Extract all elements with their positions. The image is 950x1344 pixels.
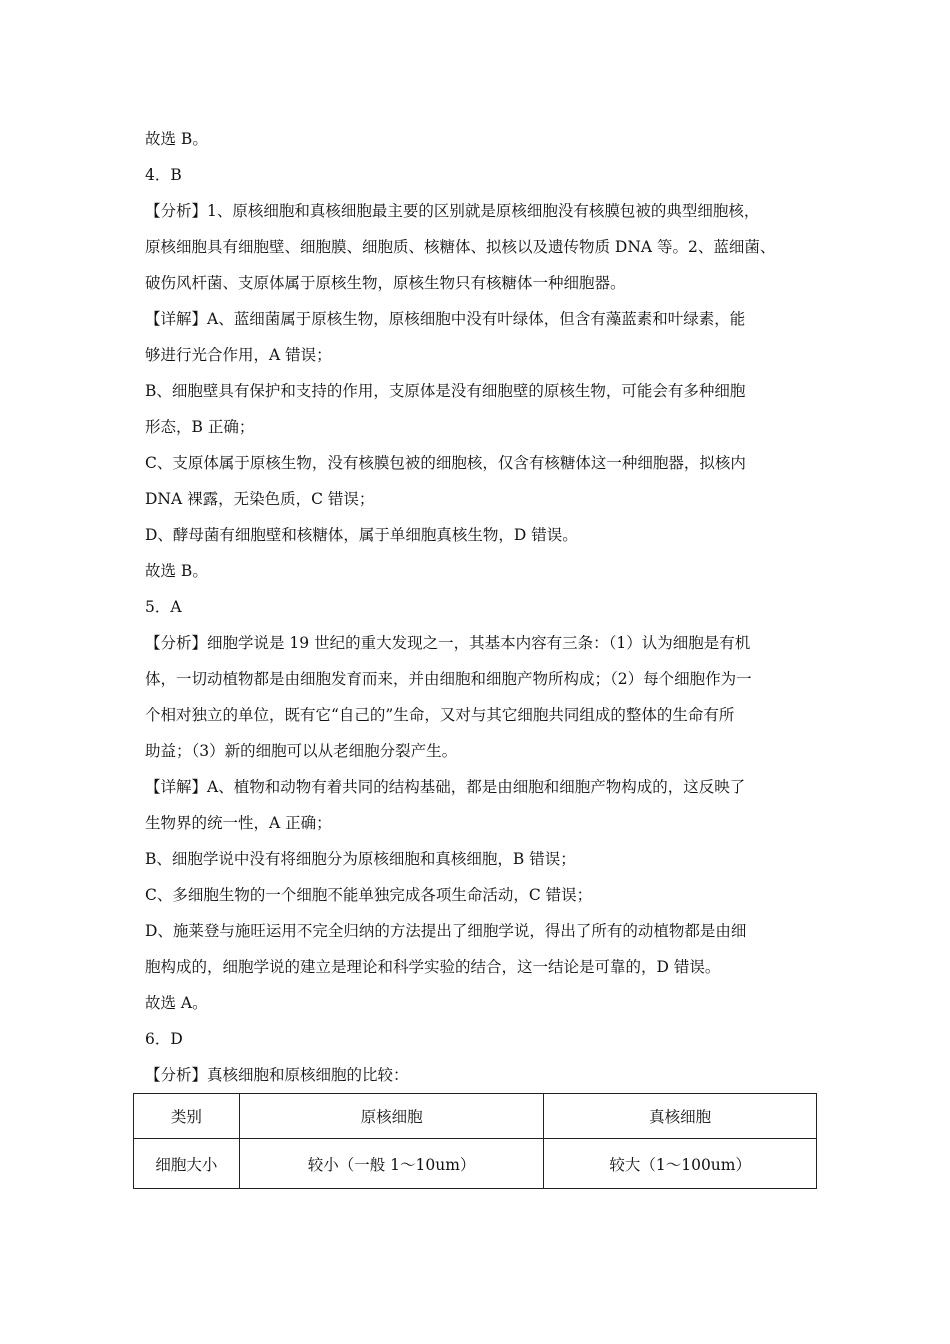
text-line: 【详解】A、植物和动物有着共同的结构基础，都是由细胞和细胞产物构成的，这反映了 <box>145 778 746 796</box>
text-line: 生物界的统一性，A 正确； <box>145 814 332 832</box>
document-body <box>145 125 810 1097</box>
text-line: 原核细胞具有细胞壁、细胞膜、细胞质、核糖体、拟核以及遗传物质 DNA 等。2、蓝细菌、 <box>145 238 776 256</box>
table-cell: 细胞大小 <box>134 1139 240 1189</box>
table-cell: 较小（一般 1～10um） <box>239 1139 544 1189</box>
table-header-cell: 真核细胞 <box>544 1094 817 1139</box>
text-line: 助益；（3）新的细胞可以从老细胞分裂产生。 <box>145 742 458 760</box>
table-header-cell: 类别 <box>134 1094 240 1139</box>
text-line: B、细胞壁具有保护和支持的作用，支原体是没有细胞壁的原核生物，可能会有多种细胞 <box>145 382 746 400</box>
text-line: C、多细胞生物的一个细胞不能单独完成各项生命活动，C 错误； <box>145 886 593 904</box>
text-line: 形态，B 正确； <box>145 418 255 436</box>
text-line: 够进行光合作用，A 错误； <box>145 346 332 364</box>
text-line: 体，一切动植物都是由细胞发育而来，并由细胞和细胞产物所构成；（2）每个细胞作为一 <box>145 670 752 688</box>
text-line: 破伤风杆菌、支原体属于原核生物，原核生物只有核糖体一种细胞器。 <box>145 274 626 292</box>
text-line: D、施莱登与施旺运用不完全归纳的方法提出了细胞学说，得出了所有的动植物都是由细 <box>145 922 747 940</box>
text-line: 故选 B。 <box>145 130 208 148</box>
text-line: 故选 B。 <box>145 562 208 580</box>
question-answer-heading: 6．D <box>145 1030 183 1048</box>
table-row <box>134 1139 817 1189</box>
question-answer-heading: 5．A <box>145 598 182 616</box>
table-header-row <box>134 1094 817 1139</box>
text-line: 胞构成的，细胞学说的建立是理论和科学实验的结合，这一结论是可靠的，D 错误。 <box>145 958 721 976</box>
text-line: 【分析】细胞学说是 19 世纪的重大发现之一，其基本内容有三条：（1）认为细胞是有机 <box>145 634 751 652</box>
text-line: 故选 A。 <box>145 994 208 1012</box>
table-cell: 较大（1～100um） <box>544 1139 817 1189</box>
text-line: B、细胞学说中没有将细胞分为原核细胞和真核细胞，B 错误； <box>145 850 576 868</box>
text-line: C、支原体属于原核生物，没有核膜包被的细胞核，仅含有核糖体这一种细胞器，拟核内 <box>145 454 746 472</box>
text-line: DNA 裸露，无染色质，C 错误； <box>145 490 375 508</box>
text-line: 个相对独立的单位，既有它“自己的”生命，又对与其它细胞共同组成的整体的生命有所 <box>145 706 735 724</box>
text-line: 【分析】真核细胞和原核细胞的比较： <box>145 1066 409 1084</box>
table-header-cell: 原核细胞 <box>239 1094 544 1139</box>
text-line: 【详解】A、蓝细菌属于原核生物，原核细胞中没有叶绿体，但含有藻蓝素和叶绿素，能 <box>145 310 746 328</box>
text-line: 【分析】1、原核细胞和真核细胞最主要的区别就是原核细胞没有核膜包被的典型细胞核， <box>145 202 760 220</box>
comparison-table <box>133 1093 817 1189</box>
text-line: D、酵母菌有细胞壁和核糖体，属于单细胞真核生物，D 错误。 <box>145 526 578 544</box>
question-answer-heading: 4．B <box>145 166 182 184</box>
